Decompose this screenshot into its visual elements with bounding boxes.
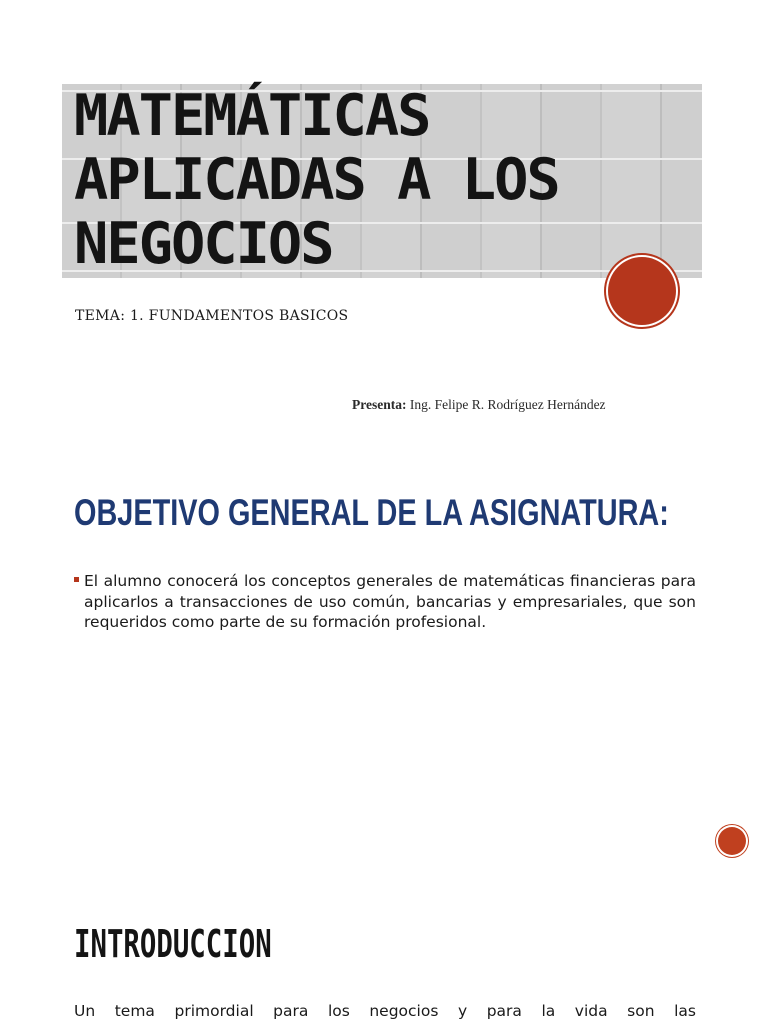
presenta-label: Presenta: xyxy=(352,397,407,412)
title-line-1: MATEMÁTICAS xyxy=(74,83,430,149)
decorative-circle-large xyxy=(608,257,676,325)
objetivo-bullet-text: El alumno conocerá los conceptos generales de matemáticas financieras para aplicarlos a transacciones de uso común, bancarias y empresariales, que son requeridos como parte de su formación profesional. xyxy=(84,572,696,631)
tema-subtitle: TEMA: 1. FUNDAMENTOS BASICOS xyxy=(75,308,349,324)
slide-title-text xyxy=(74,84,694,276)
title-line-2: APLICADAS A LOS xyxy=(74,147,559,213)
bullet-marker xyxy=(74,577,79,582)
decorative-circle-small xyxy=(718,827,746,855)
introduccion-body-text: Un tema primordial para los negocios y para la vida son las xyxy=(74,1002,696,1020)
title-line-3: NEGOCIOS xyxy=(74,211,333,277)
presenter-line xyxy=(352,397,606,413)
presenter-name: Ing. Felipe R. Rodríguez Hernández xyxy=(406,397,606,412)
introduccion-heading: INTRODUCCION xyxy=(74,922,272,966)
objetivo-heading: OBJETIVO GENERAL DE LA ASIGNATURA: xyxy=(74,492,669,533)
